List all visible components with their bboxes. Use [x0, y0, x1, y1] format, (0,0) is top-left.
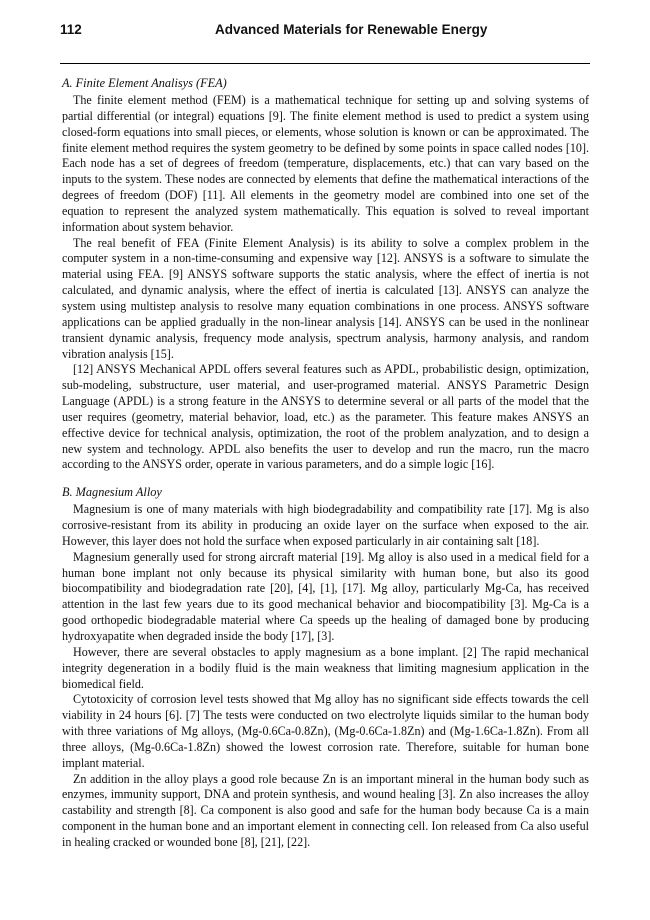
paragraph: Magnesium is one of many materials with high biodegradability and compatibility rate [17]. Mg is also corrosive-resistant from its ability in producing an oxide layer on the surface when exposed to the air. However, this layer does not hold the surface when exposed particularly in air containing salt [18].: [62, 502, 589, 548]
paragraph: However, there are several obstacles to apply magnesium as a bone implant. [2] The rapid mechanical integrity degeneration in a bodily fluid is the main weakness that limiting magnesium application in the biomedical field.: [62, 644, 589, 691]
paragraph: Magnesium generally used for strong aircraft material [19]. Mg alloy is also used in a medical field for a human bone implant not only because its physical similarity with human bone, but also its good biocompatibility and biodegradation rate [20], [4], [1], [17]. Mg alloy, particularly Mg-Ca, has received attention in the last few years due to its good mechanical behavior and biocompatibility [3]. Mg-Ca is a good orthopedic biodegradable material where Ca speeds up the healing of damaged bone by producing hydroxyapatite when degraded inside the body [17], [3].: [62, 549, 589, 643]
running-title: Advanced Materials for Renewable Energy: [215, 22, 488, 37]
paragraph: Zn addition in the alloy plays a good role because Zn is an important mineral in the human body such as enzymes, immunity support, DNA and protein synthesis, and wound healing [3]. Zn also increases the alloy castability and strength [8]. Ca component is also good and safe for the human body because Ca is a main component in the human bone and an important element in connecting cell. Ion released from Ca also useful in healing cracked or wounded bone [8], [21], [22].: [62, 771, 589, 849]
page-number: 112: [60, 22, 82, 37]
page-header: [60, 22, 590, 44]
body-text: [62, 75, 589, 851]
paragraph: [12] ANSYS Mechanical APDL offers several features such as APDL, probabilistic design, optimization, sub-modeling, substructure, user material, and user-programed material. ANSYS Parametric Design Language (APDL) is a strong feature in the ANSYS to determine several or all parts of the model that the user requires (geometry, material behavior, load, etc.) as the parameter. This feature makes ANSYS an effective device for technical analysis, optimization, the root of the problem analyzation, and to design a new system and technology. APDL also benefits the user to develop and run the macro, run the macro according to the ANSYS order, operate in various parameters, and do a simple logic [16].: [62, 362, 589, 472]
paragraph: The real benefit of FEA (Finite Element Analysis) is its ability to solve a complex problem in the computer system in a non-time-consuming and expensive way [12]. ANSYS is a software to simulate the material using FEA. [9] ANSYS software supports the static analysis, where the effect of inertia is not calculated, and dynamic analysis, where the effect of inertia is calculated [13]. ANSYS can analyze the system using multistep analysis to resolve many equation combinations in one process. ANSYS software applications can be applied gradually in the non-linear analysis [14]. ANSYS can be used in the nonlinear transient dynamic analysis, frequency mode analysis, spectrum analysis, harmony analysis, and random vibration analysis [15].: [62, 235, 589, 361]
paragraph: Cytotoxicity of corrosion level tests showed that Mg alloy has no significant side effects towards the cell viability in 24 hours [6]. [7] The tests were conducted on two electrolyte liquids similar to the human body with three variations of Mg alloys, (Mg-0.6Ca-0.8Zn), (Mg-0.6Ca-1.8Zn) and (Mg-1.6Ca-1.8Zn). From all three alloys, (Mg-0.6Ca-1.8Zn) showed the lowest corrosion rate. Therefore, suitable for human bone implant material.: [62, 692, 589, 770]
paragraph: The finite element method (FEM) is a mathematical technique for setting up and solving systems of partial differential (or integral) equations [9]. The finite element method is used to predict a system using closed-form equations into small pieces, or elements, whose solution is known or can be approximated. The finite element method requires the system geometry to be defined by some points in space called nodes [10]. Each node has a set of degrees of freedom (temperature, displacements, etc.) that can vary based on the inputs to the system. These nodes are connected by elements that define the mathematical interactions of the degrees of freedom (DOF) [11]. All elements in the geometry model are combined into one set of the equation to represent the analyzed system mathematically. This equation is solved to reveal important information about system behavior.: [62, 93, 589, 234]
section-heading-magnesium: B. Magnesium Alloy: [62, 485, 162, 500]
section-heading-fea: A. Finite Element Analisys (FEA): [62, 76, 227, 90]
header-divider: [60, 63, 590, 64]
